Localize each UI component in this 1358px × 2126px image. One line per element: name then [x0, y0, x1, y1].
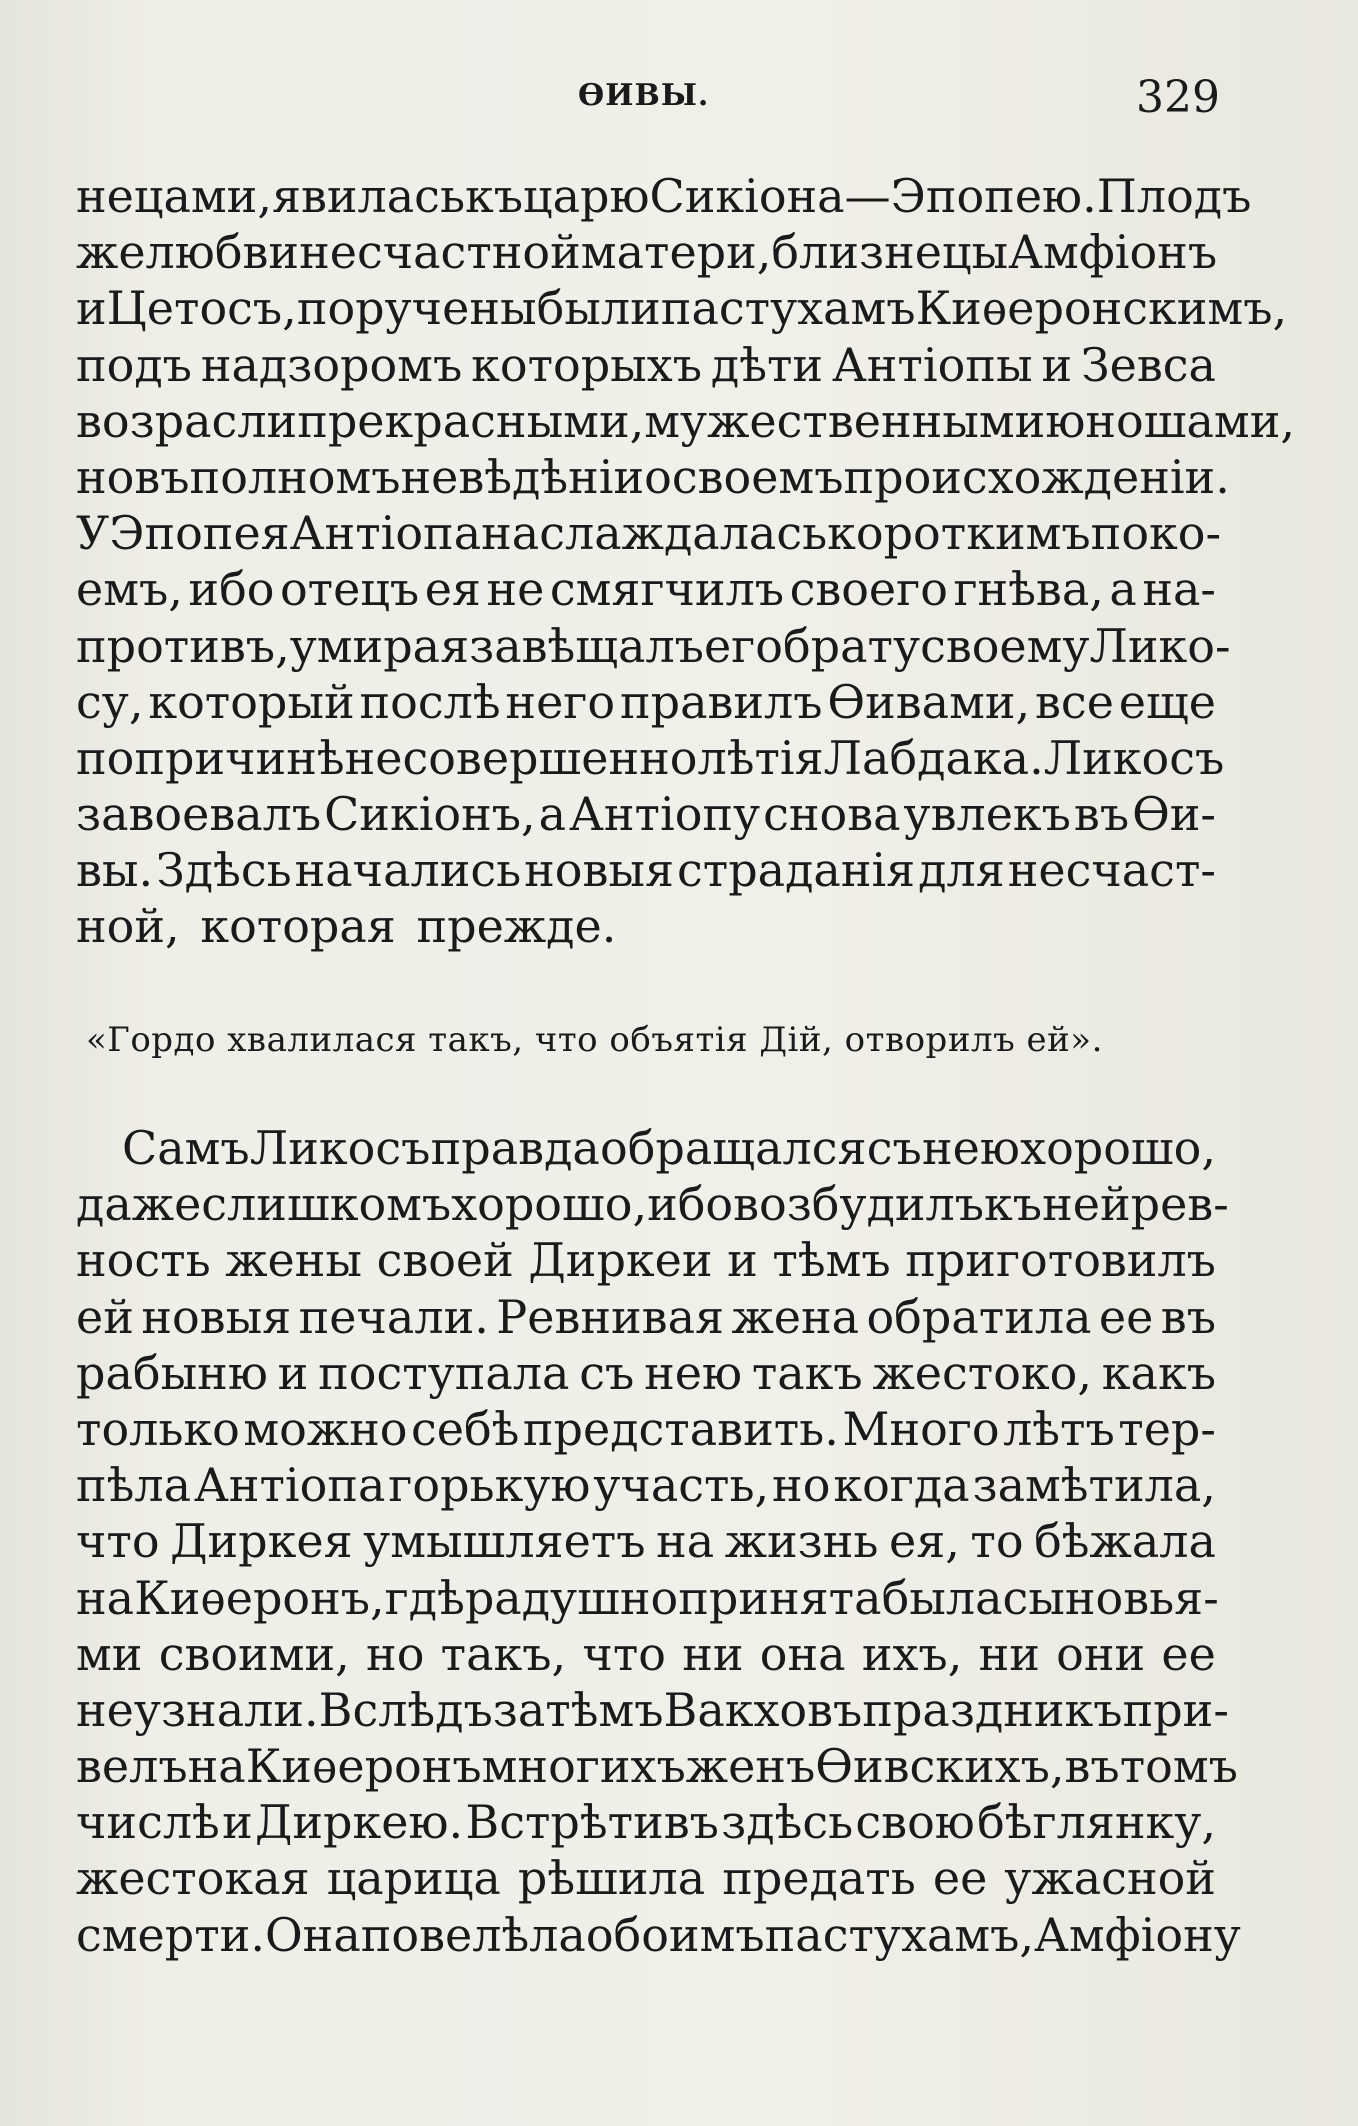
word: рѣшила [517, 1851, 706, 1906]
word: правилъ [619, 674, 823, 729]
text-line [76, 786, 1216, 842]
word: лѣтъ [1003, 1401, 1115, 1456]
word: подъ [76, 337, 192, 392]
word: умышляетъ [363, 1514, 646, 1569]
word: Амфіону [1034, 1907, 1241, 1962]
text-line [76, 393, 1295, 449]
word: причинѣ [134, 730, 345, 785]
word: смягчилъ [549, 562, 785, 617]
word: тѣмъ [772, 1233, 891, 1288]
word: принята [678, 1570, 882, 1625]
word: пѣла [76, 1458, 192, 1513]
word: затѣмъ [492, 1682, 664, 1737]
word: своей [376, 1233, 514, 1288]
word: Ѳи- [1132, 787, 1216, 842]
page-header [0, 72, 1358, 132]
word: новыя [524, 843, 675, 898]
word: нецами, [76, 169, 272, 223]
word: происхожденіи. [843, 449, 1230, 504]
word: ибо [647, 1177, 734, 1232]
word: Амфіонъ [1008, 225, 1218, 280]
word: что [76, 1514, 160, 1569]
word: царица [326, 1851, 501, 1906]
word: вы. [76, 843, 154, 898]
word: ихъ, [861, 1626, 963, 1681]
word: царю [523, 169, 650, 223]
word: Киѳеронъ, [134, 1570, 385, 1625]
word: что [582, 1626, 666, 1681]
word: можно [243, 1401, 408, 1456]
word: ни [978, 1626, 1040, 1681]
page-number: 329 [1136, 72, 1220, 123]
word: рабыню [76, 1345, 268, 1400]
word: даже [76, 1177, 202, 1232]
word: — [844, 169, 891, 223]
text-line [76, 1457, 1216, 1513]
word: замѣтила, [972, 1458, 1216, 1513]
word: участь, [593, 1458, 770, 1513]
word: при- [1122, 1682, 1229, 1737]
word: въ [134, 449, 190, 504]
text-line [76, 1794, 1216, 1850]
word: своими, [158, 1626, 350, 1681]
word: завоевалъ [76, 787, 322, 842]
word: ея, [889, 1514, 960, 1569]
word: несовершеннолѣтія [344, 730, 824, 785]
word: была [881, 1570, 1003, 1625]
word: поступала [318, 1345, 570, 1400]
word: жестоко, [872, 1345, 1092, 1400]
word: на [656, 1514, 715, 1569]
text-line [76, 505, 1221, 561]
word: не [76, 1682, 134, 1737]
word: явилась [271, 169, 465, 223]
word: которыхъ [471, 337, 702, 392]
word: ея [424, 562, 481, 617]
word: еще [1118, 674, 1216, 729]
word: такъ, [440, 1626, 567, 1681]
word: но [772, 1458, 831, 1513]
word: тер- [1118, 1401, 1216, 1456]
word: радушно [464, 1570, 679, 1625]
word: Диркеи [528, 1233, 713, 1288]
word: на [187, 1739, 246, 1794]
word: су, [76, 674, 144, 729]
word: Лабдака. [823, 730, 1044, 785]
word: многихъ [481, 1739, 686, 1794]
text-line [76, 730, 1225, 786]
word: которая [200, 899, 396, 954]
text-line [76, 1232, 1216, 1288]
word: узнали. [133, 1682, 319, 1737]
word: поко- [1090, 506, 1221, 561]
word: Она [264, 1907, 361, 1962]
word: Плодъ [1096, 169, 1252, 223]
word: хорошо, [1020, 1121, 1216, 1175]
word: были [536, 281, 661, 336]
word: а [1109, 562, 1137, 617]
text-line [76, 1513, 1216, 1569]
word: наслаждалась [481, 506, 828, 561]
text-line [76, 1626, 1216, 1682]
word: жизнь [724, 1514, 879, 1569]
text-line [76, 618, 1231, 674]
word: Ѳивскихъ, [815, 1739, 1065, 1794]
word: себѣ [410, 1401, 520, 1456]
word: Антіопа [193, 1458, 386, 1513]
word: увлекъ [903, 787, 1071, 842]
word: нею [921, 1121, 1020, 1175]
word: они [1056, 1626, 1146, 1681]
word: своему [920, 618, 1090, 673]
word: поручены [296, 281, 537, 336]
word: слишкомъ [201, 1177, 452, 1232]
word: смерти. [76, 1907, 265, 1962]
word: въ [1160, 1289, 1216, 1344]
word: но [76, 449, 135, 504]
word: возбудилъ [733, 1177, 985, 1232]
word: ность [76, 1233, 211, 1288]
word: отецъ [279, 562, 420, 617]
word: надзоромъ [200, 337, 463, 392]
word: жестокая [76, 1851, 310, 1906]
word: Вакховъ [663, 1682, 863, 1737]
word: Эпопея [109, 506, 290, 561]
word: близнецы [771, 225, 1009, 280]
word: ее [1161, 1626, 1216, 1681]
text-line [76, 842, 1216, 898]
word: къ [984, 1177, 1043, 1232]
word: мужественными [644, 393, 1046, 448]
word: возрасли [76, 393, 298, 448]
word: не [486, 562, 545, 617]
word: для [918, 843, 1005, 898]
word: рев- [1130, 1177, 1229, 1232]
word: обращался [600, 1121, 867, 1175]
word: Ликосъ [1043, 730, 1225, 785]
word: Антіопу [569, 787, 761, 842]
word: полномъ [189, 449, 401, 504]
text-line [76, 561, 1216, 617]
word: ее [932, 1851, 988, 1906]
word: ужасной [1004, 1851, 1216, 1906]
word: Самъ [122, 1121, 250, 1175]
word: ной, [76, 899, 180, 954]
text-line [76, 1570, 1219, 1626]
text-line [76, 1907, 1241, 1963]
word: числѣ [76, 1795, 220, 1850]
word: сыновья- [1002, 1570, 1219, 1625]
word: дѣти [710, 337, 824, 392]
word: бѣглянку, [977, 1795, 1216, 1850]
text-line [76, 449, 1230, 505]
word: емъ, [76, 562, 183, 617]
word: пастухамъ, [764, 1907, 1035, 1962]
word: повелѣла [360, 1907, 586, 1962]
word: томъ [1119, 1739, 1238, 1794]
word: къ [464, 169, 524, 223]
word: ей [76, 1289, 134, 1344]
word: хорошо, [451, 1177, 648, 1232]
word: Эпопею. [890, 169, 1097, 223]
word: на- [1142, 562, 1216, 617]
word: него [505, 674, 616, 729]
text-line [76, 1289, 1216, 1345]
word: пастухамъ [660, 281, 916, 336]
text-line [76, 224, 1216, 280]
word: юношами, [1045, 393, 1295, 448]
running-head: ѲИВЫ. [578, 78, 710, 113]
word: несчастной [299, 225, 581, 280]
word: У [76, 506, 110, 561]
word: несчаст- [1007, 843, 1216, 898]
word: обратила [866, 1289, 1092, 1344]
word: который [148, 674, 355, 729]
word: Ликосъ [249, 1121, 431, 1175]
text-line [76, 1401, 1216, 1457]
word: горькую [388, 1458, 591, 1513]
word: печали. [298, 1289, 489, 1344]
word: и [1041, 337, 1073, 392]
word: новыя [141, 1289, 292, 1344]
word: своего [789, 562, 948, 617]
word: Цетосъ, [106, 281, 297, 336]
word: праздникъ [862, 1682, 1123, 1737]
word: Много [842, 1401, 1000, 1456]
word: его [703, 618, 783, 673]
word: предать [722, 1851, 916, 1906]
word: же [76, 225, 146, 280]
word: прежде. [416, 899, 617, 954]
word: послѣ [359, 674, 501, 729]
word: на [76, 1570, 135, 1625]
word: когда [833, 1458, 970, 1513]
text-line [76, 1738, 1238, 1794]
word: женъ [685, 1739, 816, 1794]
word: и [222, 1795, 253, 1850]
word: Ревнивая [496, 1289, 725, 1344]
word: ее [1098, 1289, 1154, 1344]
word: начались [294, 843, 522, 898]
word: ней [1042, 1177, 1131, 1232]
word: Сикіонъ, [324, 787, 536, 842]
word: Антіопа [289, 506, 482, 561]
text-line [76, 280, 1288, 336]
word: Диркею. [255, 1795, 464, 1850]
word: велъ [76, 1739, 188, 1794]
word: такъ [751, 1345, 863, 1400]
text-line [76, 337, 1216, 393]
word: Встрѣтивъ [465, 1795, 719, 1850]
word: нею [644, 1345, 743, 1400]
word: завѣщалъ [469, 618, 704, 673]
word: бѣжала [1034, 1514, 1216, 1569]
word: Диркея [170, 1514, 353, 1569]
word: матери, [580, 225, 772, 280]
paragraph-2 [76, 1120, 1241, 1963]
word: все [1035, 674, 1114, 729]
word: ми [76, 1626, 143, 1681]
word: Вслѣдъ [318, 1682, 493, 1737]
word: о [644, 449, 672, 504]
word: и [76, 281, 107, 336]
word: Зевса [1081, 337, 1216, 392]
word: правда [430, 1121, 600, 1175]
word: и [727, 1233, 758, 1288]
word: съ [866, 1121, 922, 1175]
word: то [970, 1514, 1024, 1569]
word: короткимъ [827, 506, 1091, 561]
word: Киѳеронскимъ, [915, 281, 1288, 336]
word: приготовилъ [905, 1233, 1216, 1288]
word: въ [1073, 787, 1130, 842]
word: а [538, 787, 567, 842]
text-line [76, 1345, 1216, 1401]
word: Киѳеронъ [245, 1739, 482, 1794]
word: она [759, 1626, 846, 1681]
text-line [76, 898, 1216, 954]
word: страданія [676, 843, 916, 898]
word: ибо [188, 562, 275, 617]
word: свою [855, 1795, 975, 1850]
word: Лико- [1089, 618, 1231, 673]
word: здѣсь [721, 1795, 854, 1850]
text-line [76, 1850, 1216, 1906]
word: прекрасными, [297, 393, 645, 448]
word: своемъ [671, 449, 844, 504]
verse-quote: «Гордо хвалилася такъ, что объятія Дій, отворилъ ей». [86, 1020, 1103, 1060]
word: брату [782, 618, 921, 673]
text-line [76, 674, 1216, 730]
word: противъ, [76, 618, 290, 673]
word: снова [763, 787, 901, 842]
word: Ѳивами, [827, 674, 1031, 729]
word: и [277, 1345, 309, 1400]
word: гдѣ [384, 1570, 465, 1625]
word: Здѣсь [156, 843, 292, 898]
word: гнѣва, [953, 562, 1104, 617]
word: обоимъ [585, 1907, 765, 1962]
word: невѣдѣніи [400, 449, 645, 504]
word: но [366, 1626, 425, 1681]
word: какъ [1101, 1345, 1216, 1400]
paragraph-1 [76, 168, 1295, 955]
word: представить. [522, 1401, 839, 1456]
word: жены [225, 1233, 362, 1288]
word: только [76, 1401, 240, 1456]
word: Антіопы [831, 337, 1033, 392]
word: ни [682, 1626, 744, 1681]
word: въ [1064, 1739, 1120, 1794]
text-line [76, 1120, 1216, 1176]
word: Сикіона [649, 169, 845, 223]
word: умирая [289, 618, 470, 673]
word: любви [145, 225, 300, 280]
word: по [76, 730, 135, 785]
text-line [76, 168, 1252, 224]
text-line [76, 1176, 1229, 1232]
text-line [76, 1682, 1229, 1738]
word: съ [579, 1345, 635, 1400]
word: жена [731, 1289, 860, 1344]
